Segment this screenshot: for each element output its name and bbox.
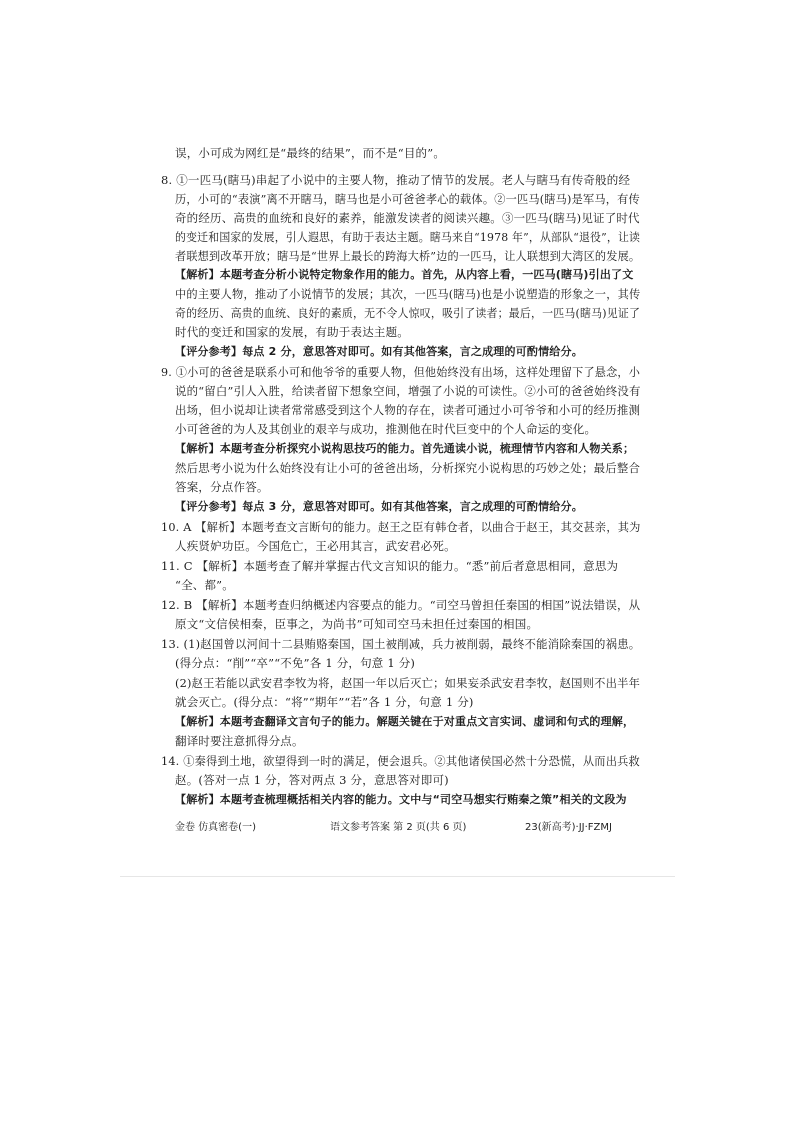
footer-page-number: 语文参考答案 第 2 页(共 6 页): [330, 822, 467, 833]
text-line: 中的主要人物，推动了小说情节的发展；其次，一匹马(瞎马)也是小说塑造的形象之一，其传: [175, 287, 641, 301]
text-line: 【解析】本题考查翻译文言句子的能力。解题关键在于对重点文言实词、虚词和句式的理解，: [175, 715, 635, 728]
text-line: 【解析】本题考查梳理概括相关内容的能力。文中与“司空马想实行贿秦之策”相关的文段为: [175, 793, 627, 806]
text-line: 然后思考小说为什么始终没有让小可的爸爸出场，分析探究小说构思的巧妙之处；最后整合: [175, 461, 641, 475]
text-line: 奇的经历、高贵的血统和良好的素养，能激发读者的阅读兴趣。③一匹马(瞎马)见证了时代: [175, 211, 640, 225]
text-line: 的变迁和国家的发展，引人遐思，有助于表达主题。瞎马来自“1978 年”，从部队“退役”，让读: [175, 230, 641, 244]
text-line: 【评分参考】每点 2 分，意思答对即可。如有其他答案，言之成理的可酌情给分。: [175, 345, 583, 358]
text-line: 【解析】本题考查分析小说特定物象作用的能力。首先，从内容上看，一匹马(瞎马)引出了文: [175, 268, 634, 281]
text-line: 出场，但小说却让读者常常感受到这个人物的存在，读者可通过小可爷爷和小可的经历推测: [175, 403, 641, 417]
text-line: 历，小可的“表演”离不开瞎马，瞎马也是小可爸爸孝心的载体。②一匹马(瞎马)是军马，有传: [175, 192, 640, 206]
text-line: 赵。(答对一点 1 分，答对两点 3 分，意思答对即可): [175, 773, 449, 787]
text-line: 11. C 【解析】本题考查了解并掌握古代文言知识的能力。“悉”前后者意思相同，意思为: [161, 559, 619, 573]
text-line: 答案，分点作答。: [175, 480, 269, 494]
text-line: 【解析】本题考查分析探究小说构思技巧的能力。首先通读小说，梳理情节内容和人物关系；: [175, 442, 635, 455]
text-line: “全、都”。: [175, 578, 234, 592]
text-line: 翻译时要注意抓得分点。: [175, 734, 304, 748]
text-line: 原文“文信侯相秦，臣事之，为尚书”可知司空马未担任过秦国的相国。: [175, 617, 539, 631]
text-line: (得分点：“削”“卒”“不免”各 1 分，句意 1 分): [175, 656, 416, 670]
text-line: 9. ①小可的爸爸是联系小可和他爷爷的重要人物，但他始终没有出场，这样处理留下了悬念，小: [161, 365, 641, 379]
text-line: 误，小可成为网红是“最终的结果”，而不是“目的”。: [175, 146, 446, 160]
text-line: 13. (1)赵国曾以河间十二县贿赂秦国，国土被削减，兵力被削弱，最终不能消除秦国的祸患。: [161, 637, 641, 651]
text-line: 14. ①秦得到土地，欲望得到一时的满足，便会退兵。②其他诸侯国必然十分恐慌，从而出兵救: [161, 754, 640, 768]
footer-code: 23(新高考)·JJ·FZMJ: [525, 822, 612, 833]
text-line: 奇的经历、高贵的血统、良好的素质，无不令人惊叹，吸引了读者；最后，一匹马(瞎马)见证了: [175, 306, 641, 320]
text-line: 小可爸爸的为人及其创业的艰辛与成功，推测他在时代巨变中的个人命运的变化。: [175, 422, 597, 436]
text-line: 【评分参考】每点 3 分，意思答对即可。如有其他答案，言之成理的可酌情给分。: [175, 500, 583, 513]
text-line: 人疾贤妒功臣。今国危亡，王必用其言，武安君必死。: [175, 539, 456, 553]
text-line: 12. B 【解析】本题考查归纳概述内容要点的能力。“司空马曾担任秦国的相国”说法错误，从: [161, 598, 641, 612]
text-line: (2)赵王若能以武安君李牧为将，赵国一年以后灭亡；如果妄杀武安君李牧，赵国则不出半年: [175, 676, 641, 690]
text-line: 就会灭亡。(得分点：“将”“期年”“若”各 1 分，句意 1 分): [175, 695, 474, 709]
footer-series: 金卷 仿真密卷(一): [175, 822, 256, 833]
text-line: 8. ①一匹马(瞎马)串起了小说中的主要人物，推动了情节的发展。老人与瞎马有传奇般的经: [161, 173, 631, 187]
page-divider: [120, 876, 675, 877]
text-line: 者联想到改革开放；瞎马是“世界上最长的跨海大桥”边的一匹马，让人联想到大湾区的发展。: [175, 249, 641, 263]
text-line: 说的“留白”引人入胜，给读者留下想象空间，增强了小说的可读性。②小可的爸爸始终没有: [175, 384, 641, 398]
text-line: 时代的变迁和国家的发展，有助于表达主题。: [175, 325, 409, 339]
text-line: 10. A 【解析】本题考查文言断句的能力。赵王之臣有韩仓者，以曲合于赵王，其交甚亲，其为: [161, 520, 641, 534]
